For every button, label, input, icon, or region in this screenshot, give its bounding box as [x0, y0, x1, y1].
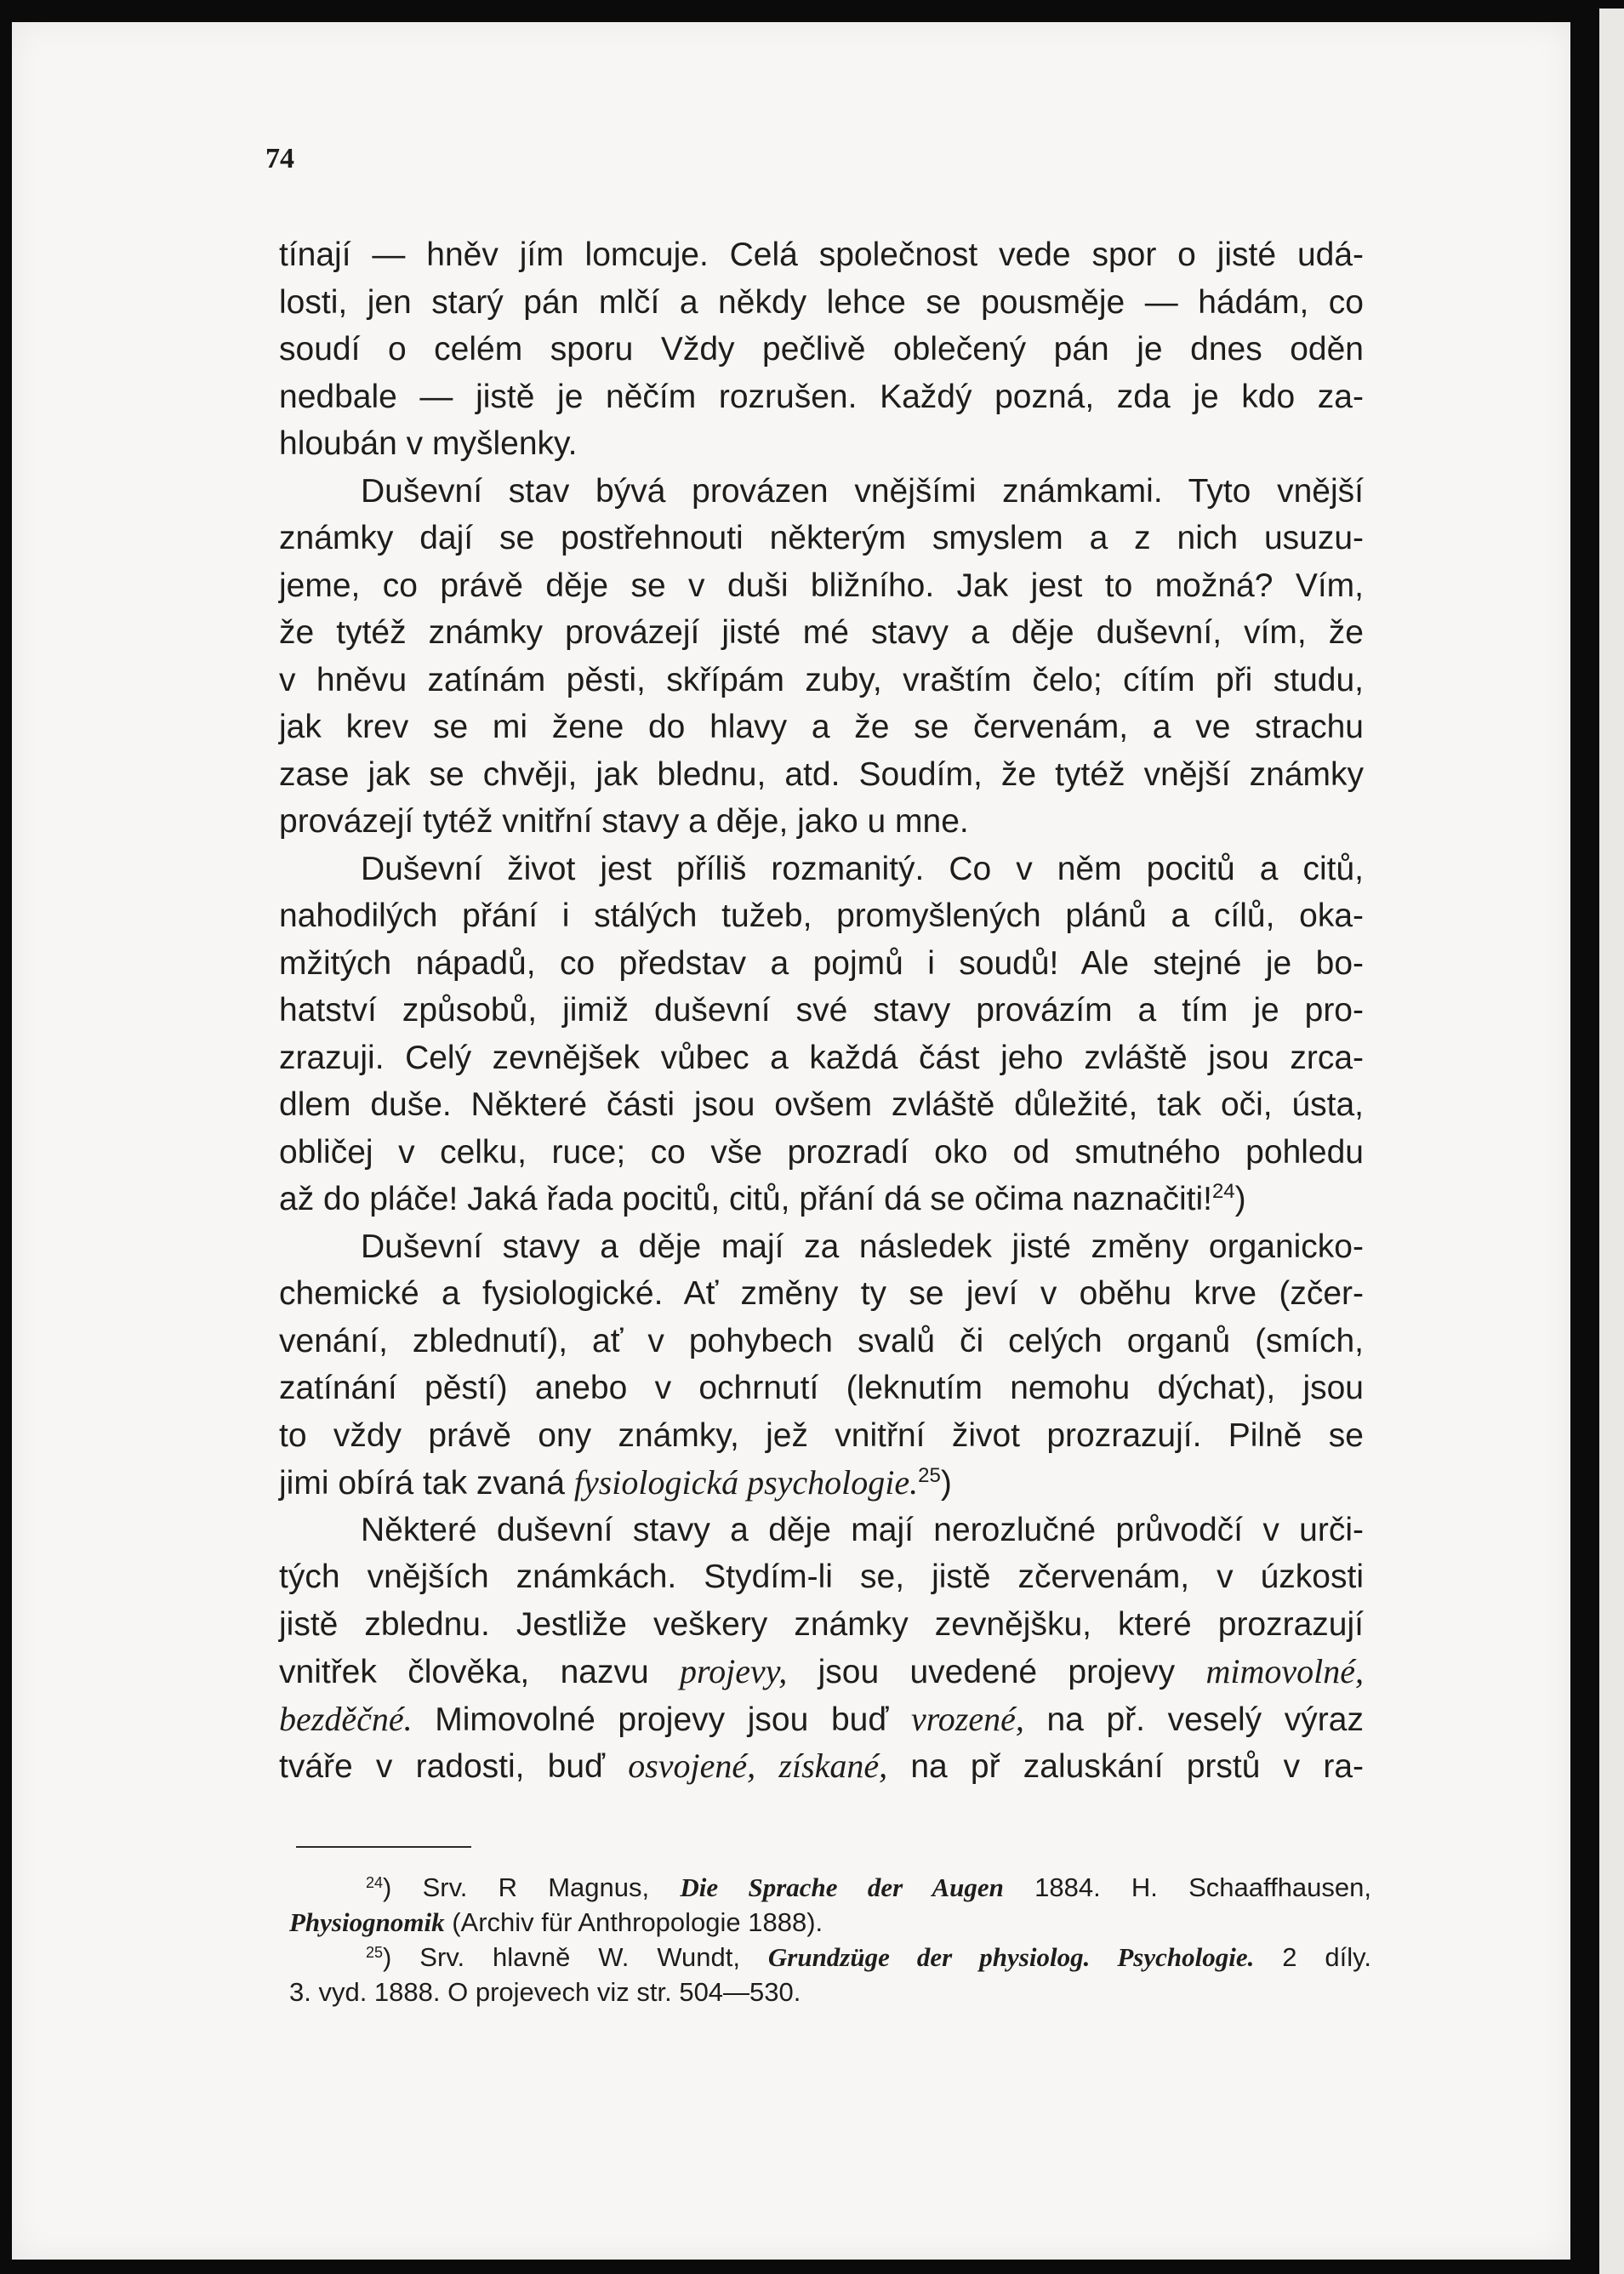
- text-line: jistě zblednu. Jestliže veškery známky zevnějšku, které prozrazují: [279, 1605, 1364, 1643]
- text-span: tváře v radosti, buď: [279, 1748, 606, 1785]
- text-span: na př. veselý výraz: [1023, 1701, 1364, 1738]
- emphasis-term: osvojené,: [628, 1747, 756, 1785]
- text-line-with-footnote: [279, 1459, 1364, 1507]
- text-span: jimi obírá tak zvaná: [279, 1465, 565, 1502]
- text-line: soudí o celém sporu Vždy pečlivě oblečený pán je dnes oděn: [279, 331, 1364, 368]
- paragraph-start: Některé duševní stavy a děje mají nerozlučné průvodčí v urči-: [361, 1511, 1364, 1548]
- paren: ): [940, 1465, 952, 1502]
- text-line: provázejí tytéž vnitřní stavy a děje, jako u mne.: [279, 803, 969, 840]
- footnote-24: [289, 1870, 1371, 1905]
- facing-page-edge: [1599, 9, 1624, 2274]
- paragraph-start: Duševní život jest příliš rozmanitý. Co v něm pocitů a citů,: [361, 850, 1364, 887]
- page-number: 74: [265, 143, 294, 174]
- body-text: [279, 231, 1364, 1790]
- emphasis-term: fysiologická psychologie.: [573, 1463, 919, 1502]
- text-line: losti, jen starý pán mlčí a někdy lehce se pousměje — hádám, co: [279, 283, 1364, 321]
- text-line: to vždy právě ony známky, jež vnitřní život prozrazují. Pilně se: [279, 1416, 1364, 1454]
- footnote-text: 2 díly.: [1254, 1942, 1371, 1972]
- text-line: známky dají se postřehnouti některým smyslem a z nich usuzu-: [279, 520, 1364, 556]
- text-span: až do pláče! Jaká řada pocitů, citů, přání dá se očima naznačiti!: [279, 1181, 1212, 1217]
- paragraph-start: Duševní stav bývá provázen vnějšími známkami. Tyto vnější: [361, 472, 1364, 510]
- footnote-title: Grundzüge der physiolog. Psychologie.: [767, 1942, 1255, 1972]
- footnote-title: Die Sprache der Augen: [680, 1872, 1004, 1902]
- footnote-text: ) Srv. R Magnus,: [383, 1872, 681, 1902]
- footnotes: [289, 1870, 1371, 2009]
- text-span: Mimovolné projevy jsou buď: [412, 1701, 911, 1738]
- emphasis-term: mimovolné,: [1205, 1652, 1365, 1690]
- text-line: tých vnějších známkách. Stydím-li se, jistě zčervenám, v úzkosti: [279, 1559, 1364, 1595]
- text-line: tínají — hněv jím lomcuje. Celá společnost vede spor o jisté udá-: [279, 237, 1364, 273]
- emphasis-term: projevy,: [680, 1652, 788, 1690]
- text-line: venání, zblednutí), ať v pohybech svalů či celých organů (smích,: [279, 1322, 1364, 1359]
- footnote-mark: 25: [366, 1944, 384, 1961]
- text-line: jak krev se mi žene do hlavy a že se červenám, a ve strachu: [279, 709, 1364, 745]
- text-line: že tytéž známky provázejí jisté mé stavy a děje duševní, vím, že: [279, 614, 1364, 651]
- text-line: [279, 1742, 1364, 1790]
- text-line: dlem duše. Některé části jsou ovšem zvláště důležité, tak oči, ústa,: [279, 1086, 1364, 1123]
- text-line: nahodilých přání i stálých tužeb, promyšlených plánů a cílů, oka-: [279, 898, 1364, 934]
- text-line: mžitých nápadů, co představ a pojmů i soudů! Ale stejné je bo-: [279, 944, 1364, 982]
- text-line: v hněvu zatínám pěsti, skřípám zuby, vraštím čelo; cítím při studu,: [279, 661, 1364, 698]
- footnote-ref-25: 25: [918, 1464, 941, 1487]
- text-line-with-footnote: [279, 1176, 1364, 1223]
- text-line: chemické a fysiologické. Ať změny ty se jeví v oběhu krve (zčer-: [279, 1275, 1364, 1312]
- footnote-ref-24: 24: [1211, 1180, 1235, 1203]
- text-line: hloubán v myšlenky.: [279, 425, 578, 462]
- text-span: vnitřek člověka, nazvu: [279, 1654, 649, 1690]
- footnote-text: ) Srv. hlavně W. Wundt,: [383, 1942, 768, 1972]
- text-line: zase jak se chvěji, jak blednu, atd. Soudím, že tytéž vnější známky: [279, 755, 1364, 793]
- footnote-text: (Archiv für Anthropologie 1888).: [444, 1907, 823, 1937]
- text-line: zatínání pěstí) anebo v ochrnutí (leknutím nemohu dýchat), jsou: [279, 1370, 1364, 1406]
- footnote-separator: [296, 1846, 471, 1848]
- footnote-title: Physiognomik: [289, 1907, 445, 1937]
- text-line: zrazuji. Celý zevnějšek vůbec a každá část jeho zvláště jsou zrca-: [279, 1039, 1364, 1076]
- footnote-text: 1884. H. Schaaffhausen,: [1003, 1872, 1372, 1902]
- paragraph-start: Duševní stavy a děje mají za následek jisté změny organicko-: [361, 1228, 1364, 1265]
- footnote-mark: 24: [366, 1874, 384, 1891]
- text-span: jsou uvedené projevy: [787, 1654, 1206, 1690]
- text-line: jeme, co právě děje se v duši bližního. Jak jest to možná? Vím,: [279, 567, 1364, 604]
- emphasis-term: získané,: [778, 1747, 888, 1785]
- footnote-24-cont: [289, 1905, 1371, 1940]
- paren: ): [1234, 1181, 1246, 1217]
- text-line: obličej v celku, ruce; co vše prozradí oko od smutného pohledu: [279, 1133, 1364, 1171]
- footnote-25-cont: 3. vyd. 1888. O projevech viz str. 504—530.: [289, 1977, 801, 2007]
- emphasis-term: bezděčné.: [279, 1699, 413, 1738]
- text-line: hatství způsobů, jimiž duševní své stavy provázím a tím je pro-: [279, 992, 1364, 1029]
- emphasis-term: vrozené,: [910, 1699, 1024, 1738]
- text-line: [279, 1696, 1364, 1743]
- text-line: [279, 1648, 1364, 1696]
- text-span: na př zaluskání prstů v ra-: [887, 1748, 1364, 1785]
- text-line: nedbale — jistě je něčím rozrušen. Každý pozná, zda je kdo za-: [279, 378, 1364, 415]
- footnote-25: [289, 1940, 1371, 1975]
